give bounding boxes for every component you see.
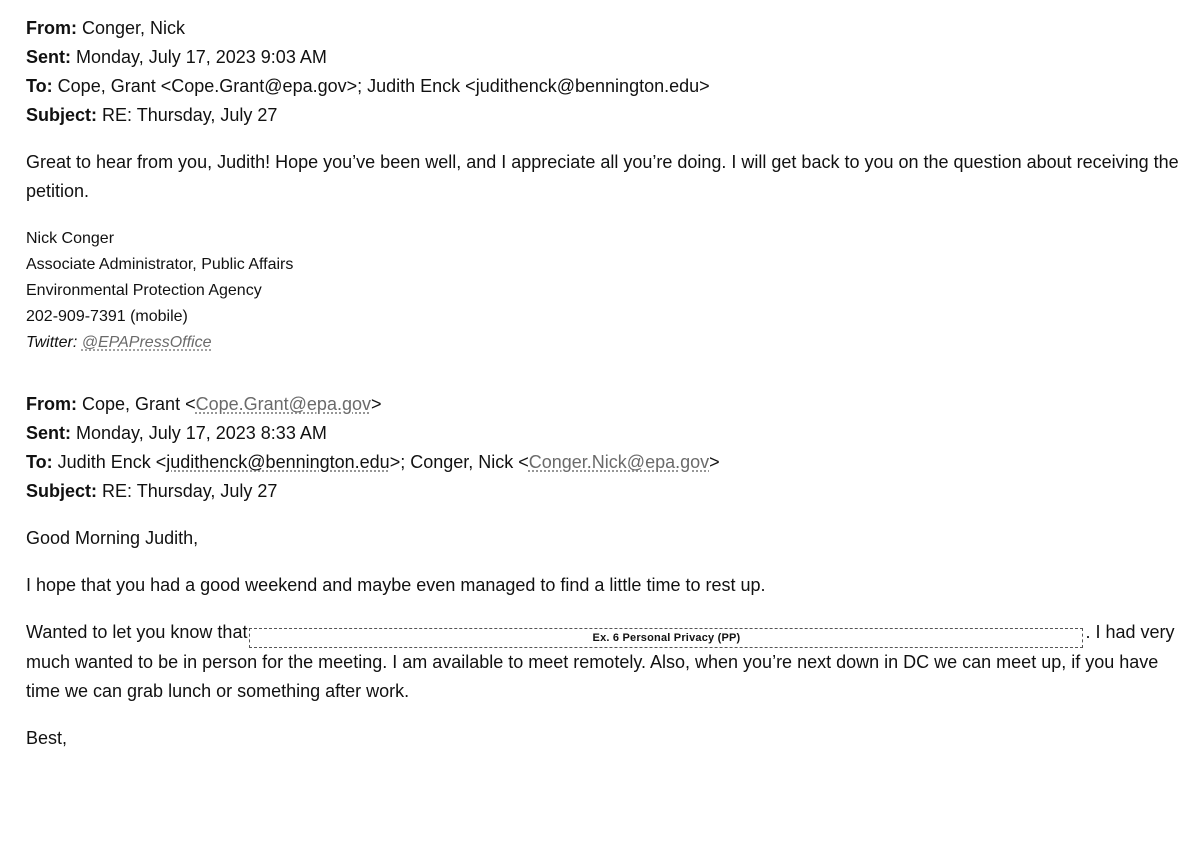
to-mid: >; Conger, Nick < bbox=[389, 452, 529, 472]
email2-subject-line bbox=[26, 477, 1196, 506]
email2-closing: Best, bbox=[26, 728, 68, 748]
email1-header bbox=[26, 14, 1196, 130]
signature-phone: 202-909-7391 (mobile) bbox=[26, 308, 188, 325]
sent-label: Sent: bbox=[26, 47, 71, 67]
twitter-handle-link[interactable]: @EPAPressOffice bbox=[81, 334, 212, 351]
email1-subject-line bbox=[26, 101, 1196, 130]
para2-after: . I bbox=[1085, 622, 1101, 642]
redaction-box: Ex. 6 Personal Privacy (PP) bbox=[249, 628, 1083, 648]
from-close: > bbox=[370, 394, 382, 414]
to-value: Cope, Grant <Cope.Grant@epa.gov>; Judith Enck <judithenck@bennington.edu> bbox=[57, 76, 710, 96]
email1-from-line bbox=[26, 14, 1196, 43]
email1-sent-line bbox=[26, 43, 1196, 72]
email2-paragraph-2 bbox=[26, 618, 1196, 706]
signature-title: Associate Administrator, Public Affairs bbox=[26, 256, 294, 273]
to-label: To: bbox=[26, 452, 53, 472]
sent-value: Monday, July 17, 2023 8:33 AM bbox=[76, 423, 327, 443]
to-close: > bbox=[709, 452, 720, 472]
to-label: To: bbox=[26, 76, 53, 96]
email1-to-line bbox=[26, 72, 1196, 101]
email1-signature bbox=[26, 226, 1196, 356]
subject-value: RE: Thursday, July 27 bbox=[102, 105, 278, 125]
from-value: Conger, Nick bbox=[82, 18, 186, 38]
email-document bbox=[26, 14, 1196, 753]
to-name-1: Judith Enck < bbox=[57, 452, 167, 472]
subject-value: RE: Thursday, July 27 bbox=[102, 481, 278, 501]
from-label: From: bbox=[26, 18, 77, 38]
to-email-link-1[interactable]: judithenck@bennington.edu bbox=[166, 452, 390, 472]
signature-org: Environmental Protection Agency bbox=[26, 282, 262, 299]
email2-header bbox=[26, 390, 1196, 506]
sent-value: Monday, July 17, 2023 9:03 AM bbox=[76, 47, 327, 67]
sent-label: Sent: bbox=[26, 423, 71, 443]
email2-from-line bbox=[26, 390, 1196, 419]
email1-body: Great to hear from you, Judith! Hope you’ve been well, and I appreciate all you’re doing. I will get back to you on the question about receiving the petition. bbox=[26, 152, 1179, 201]
signature-name: Nick Conger bbox=[26, 230, 115, 247]
from-email-link[interactable]: Cope.Grant@epa.gov bbox=[195, 394, 371, 414]
twitter-label: Twitter: bbox=[26, 334, 78, 351]
email2-to-line bbox=[26, 448, 1196, 477]
email2-paragraph-1: I hope that you had a good weekend and maybe even managed to find a little time to rest up. bbox=[26, 575, 766, 595]
subject-label: Subject: bbox=[26, 481, 98, 501]
subject-label: Subject: bbox=[26, 105, 98, 125]
para2-rest: had very much wanted to be in person for the meeting. I am available to meet remotely. Also, when you’re next down in DC we can meet up, if you have time we can grab lunch or something after work. bbox=[26, 622, 1175, 701]
para2-start: Wanted to let you know that bbox=[26, 622, 248, 642]
email2-greeting: Good Morning Judith, bbox=[26, 528, 199, 548]
from-label: From: bbox=[26, 394, 77, 414]
email2-sent-line bbox=[26, 419, 1196, 448]
to-email-link-2[interactable]: Conger.Nick@epa.gov bbox=[528, 452, 710, 472]
signature-twitter bbox=[26, 330, 1196, 356]
from-name: Cope, Grant < bbox=[82, 394, 196, 414]
